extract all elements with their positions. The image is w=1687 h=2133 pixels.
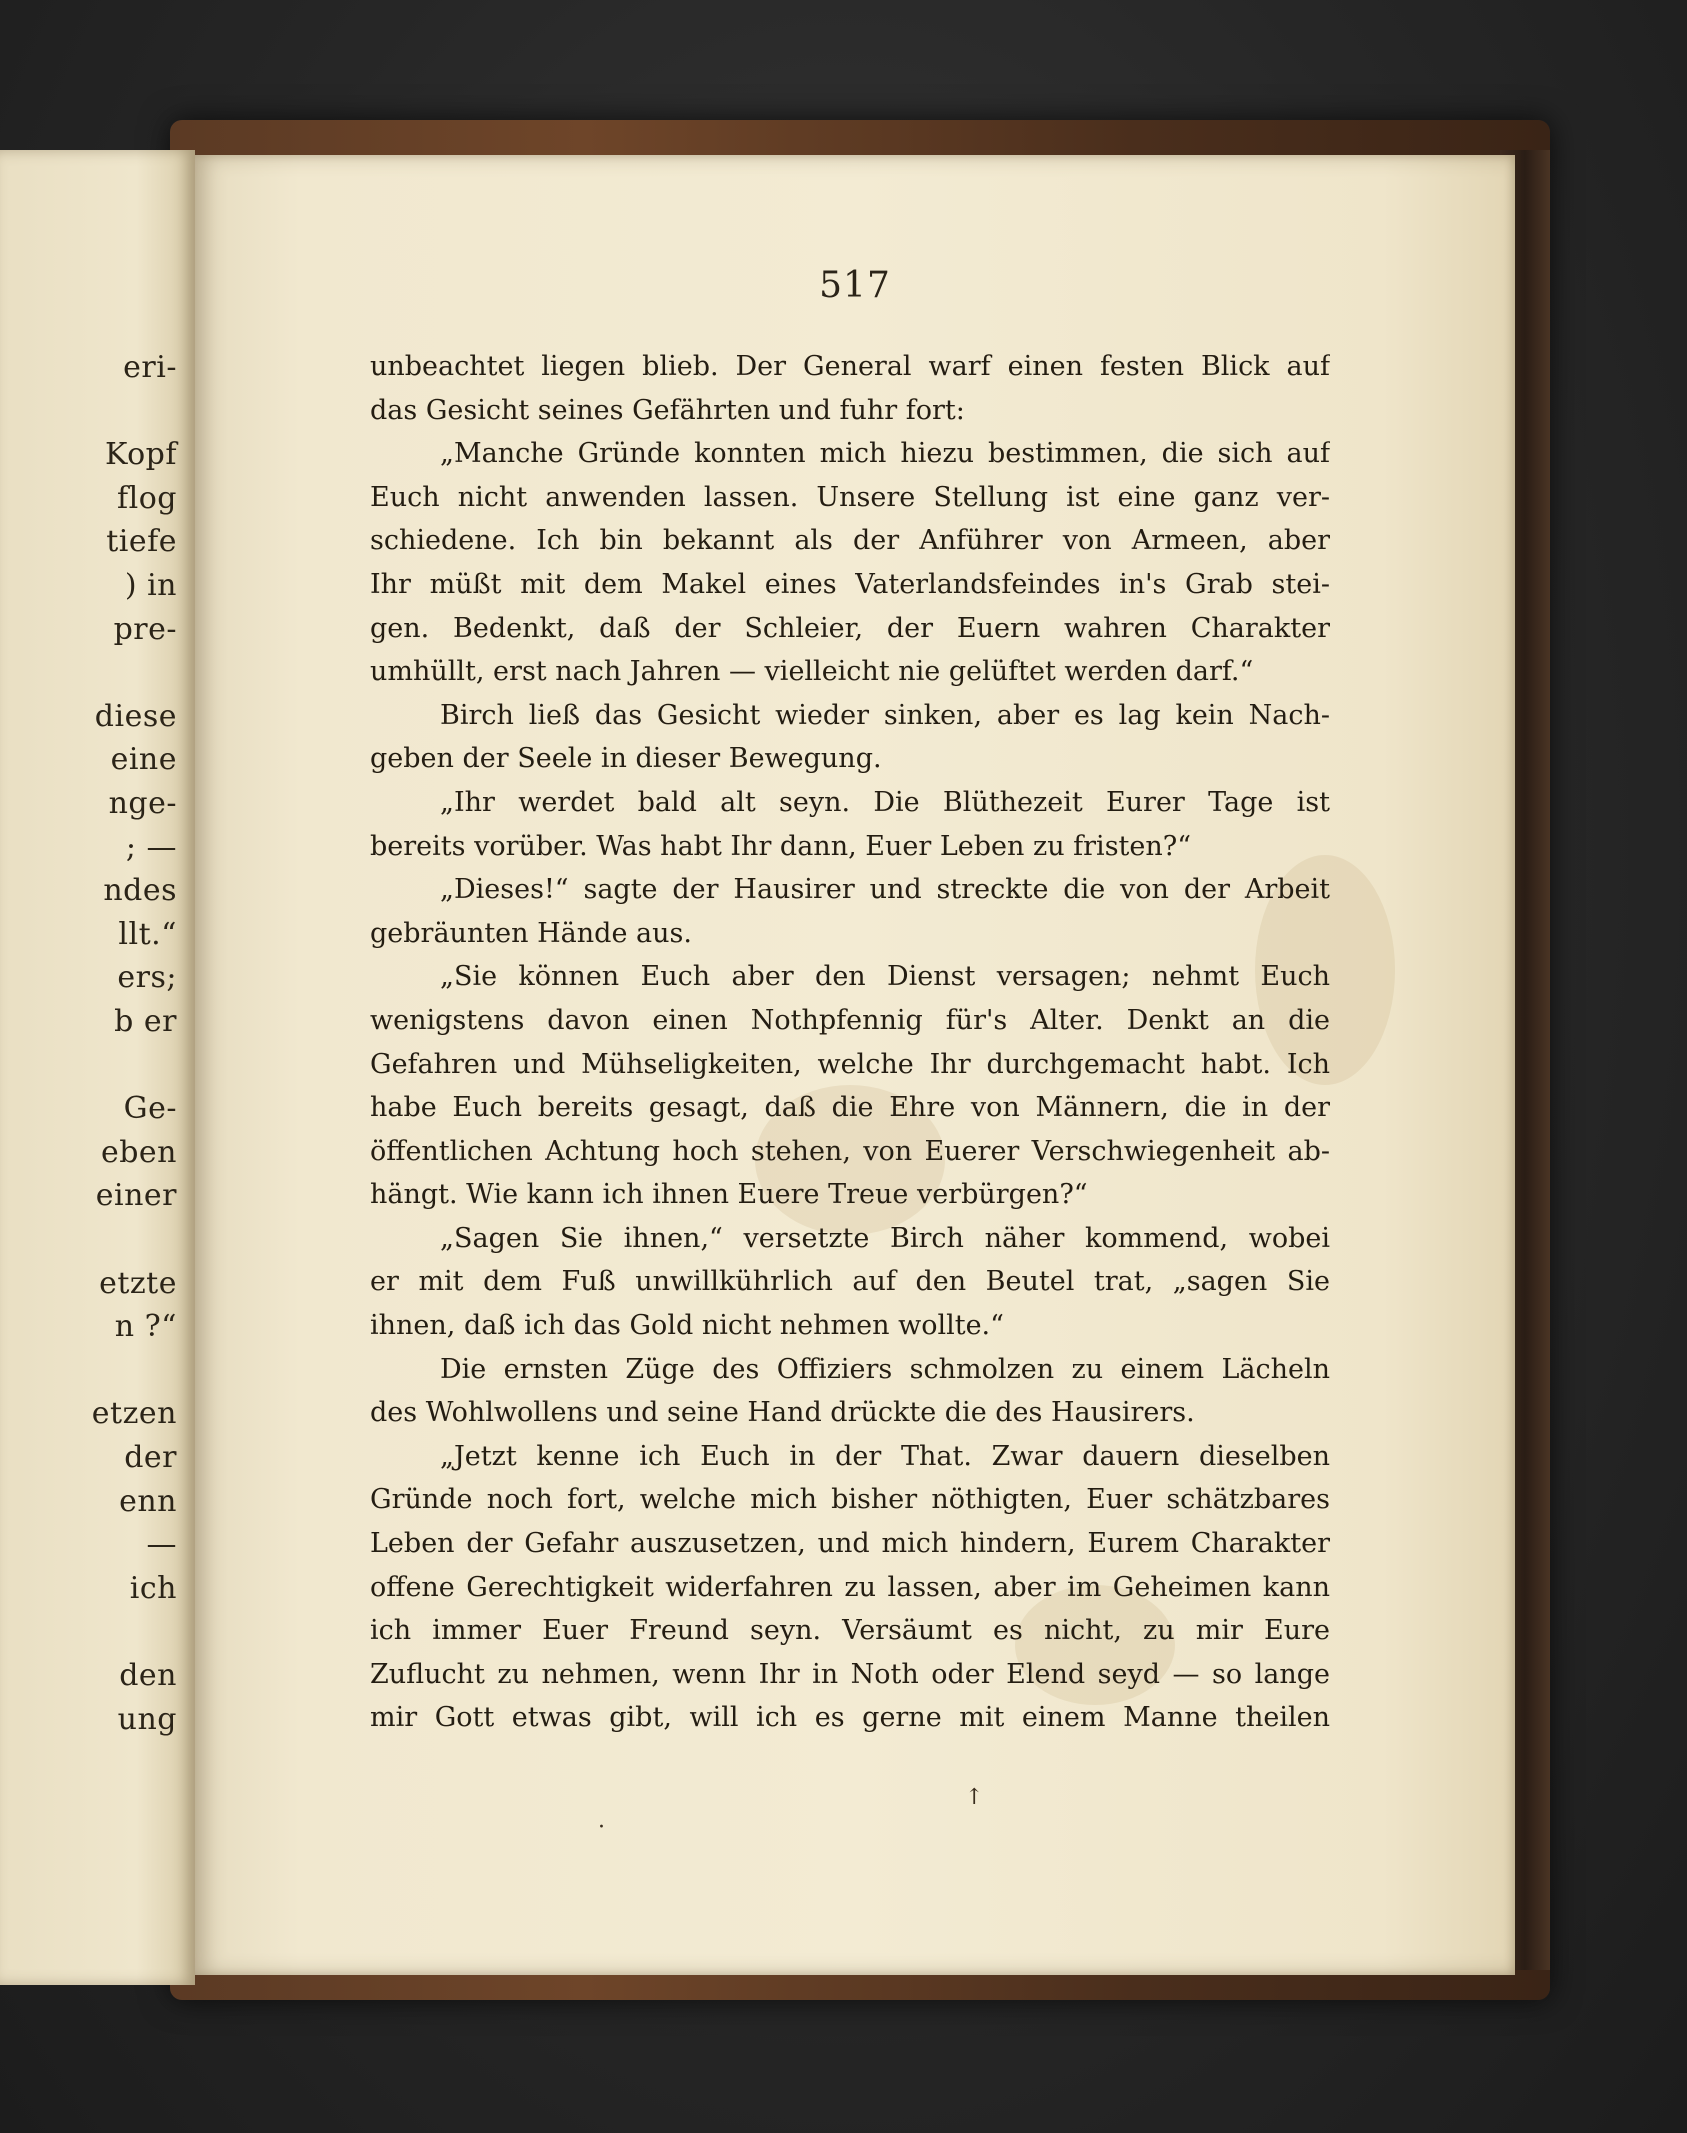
left-page-line-fragment: ich <box>129 1570 177 1606</box>
left-page-line-fragment: ndes <box>103 873 177 909</box>
left-page-line-fragment: diese <box>94 698 177 734</box>
paper-speck: · <box>598 1815 605 1840</box>
text-line: Leben der Gefahr auszusetzen, und mich hindern, Eurem Charakter <box>370 1528 1330 1560</box>
left-page-line-fragment: pre- <box>113 611 177 647</box>
left-page-line-fragment: b er <box>114 1004 177 1039</box>
text-line: Gefahren und Mühseligkeiten, welche Ihr durchgemacht habt. Ich <box>370 1048 1330 1080</box>
text-line: Birch ließ das Gesicht wieder sinken, aber es lag kein Nach- <box>440 699 1330 731</box>
left-page-line-fragment: den <box>119 1658 177 1693</box>
left-page-line-fragment: enn <box>119 1483 177 1519</box>
text-line: wenigstens davon einen Nothpfennig für's Alter. Denkt an die <box>370 1004 1330 1036</box>
text-line: geben der Seele in dieser Bewegung. <box>370 743 882 775</box>
text-line: umhüllt, erst nach Jahren — vielleicht nie gelüftet werden darf.“ <box>370 656 1254 688</box>
left-page-line-fragment: n ?“ <box>114 1309 177 1345</box>
text-line: „Manche Gründe konnten mich hiezu bestimmen, die sich auf <box>440 438 1330 470</box>
left-page-line-fragment: nge- <box>108 786 177 821</box>
text-line: „Ihr werdet bald alt seyn. Die Blüthezeit Eurer Tage ist <box>440 786 1330 818</box>
text-line: er mit dem Fuß unwillkührlich auf den Beutel trat, „sagen Sie <box>370 1266 1330 1298</box>
text-line: des Wohlwollens und seine Hand drückte die des Hausirers. <box>370 1397 1195 1429</box>
left-page-fragment <box>0 150 195 1985</box>
left-page-line-fragment: flog <box>117 480 177 516</box>
left-page-line-fragment: eine <box>110 742 177 778</box>
left-page-line-fragment: etzte <box>99 1265 177 1301</box>
text-line: habe Euch bereits gesagt, daß die Ehre von Männern, die in der <box>370 1092 1330 1124</box>
page-body-text <box>370 345 1330 1740</box>
left-page-line-fragment: ; — <box>125 829 177 865</box>
text-line: ich immer Euer Freund seyn. Versäumt es nicht, zu mir Eure <box>370 1615 1330 1647</box>
left-page-line-fragment: eben <box>100 1134 177 1170</box>
left-page-line-fragment: Kopf <box>105 437 177 473</box>
text-line: „Sagen Sie ihnen,“ versetzte Birch näher kommend, wobei <box>440 1222 1330 1254</box>
left-page-line-fragment: tiefe <box>106 524 177 560</box>
left-page-line-fragment: ers; <box>117 960 177 996</box>
text-line: unbeachtet liegen blieb. Der General warf einen festen Blick auf <box>370 351 1330 382</box>
text-line: ihnen, daß ich das Gold nicht nehmen wollte.“ <box>370 1310 1004 1342</box>
left-page-line-fragment: eri- <box>123 350 177 385</box>
text-line: gebräunten Hände aus. <box>370 917 692 949</box>
text-line: Zuflucht zu nehmen, wenn Ihr in Noth oder Elend seyd — so lange <box>370 1658 1330 1690</box>
left-page-line-fragment: etzen <box>91 1396 177 1432</box>
text-line: Euch nicht anwenden lassen. Unsere Stellung ist eine ganz ver- <box>370 481 1330 513</box>
text-line: „Sie können Euch aber den Dienst versagen; nehmt Euch <box>440 961 1330 993</box>
text-line: „Jetzt kenne ich Euch in der That. Zwar dauern dieselben <box>440 1440 1330 1472</box>
text-line: das Gesicht seines Gefährten und fuhr fort: <box>370 394 965 426</box>
text-line: hängt. Wie kann ich ihnen Euere Treue verbürgen?“ <box>370 1179 1088 1211</box>
text-line: gen. Bedenkt, daß der Schleier, der Euern wahren Charakter <box>370 612 1330 644</box>
text-line: bereits vorüber. Was habt Ihr dann, Euer Leben zu fristen?“ <box>370 830 1192 862</box>
text-line: mir Gott etwas gibt, will ich es gerne mit einem Manne theilen <box>370 1702 1330 1734</box>
page-number: 517 <box>819 265 891 306</box>
right-page <box>195 155 1515 1975</box>
left-page-line-fragment: Ge- <box>123 1091 177 1127</box>
left-page-line-fragment: llt.“ <box>118 916 177 952</box>
left-page-line-fragment: ) in <box>124 568 177 603</box>
text-line: „Dieses!“ sagte der Hausirer und streckte die von der Arbeit <box>440 874 1330 906</box>
text-line: öffentlichen Achtung hoch stehen, von Euerer Verschwiegenheit ab- <box>370 1135 1330 1167</box>
paper-speck: ↑ <box>965 1785 984 1810</box>
left-page-line-fragment: einer <box>95 1178 177 1214</box>
text-line: schiedene. Ich bin bekannt als der Anführer von Armeen, aber <box>370 525 1330 557</box>
text-line: Die ernsten Züge des Offiziers schmolzen zu einem Lächeln <box>440 1353 1330 1385</box>
text-line: Gründe noch fort, welche mich bisher nöthigten, Euer schätzbares <box>370 1484 1330 1516</box>
text-line: offene Gerechtigkeit widerfahren zu lassen, aber im Geheimen kann <box>370 1571 1330 1603</box>
left-page-line-fragment: — <box>146 1527 177 1563</box>
left-page-line-fragment: ung <box>117 1701 177 1737</box>
text-line: Ihr müßt mit dem Makel eines Vaterlandsfeindes in's Grab stei- <box>370 568 1330 600</box>
left-page-line-fragment: der <box>124 1440 177 1475</box>
